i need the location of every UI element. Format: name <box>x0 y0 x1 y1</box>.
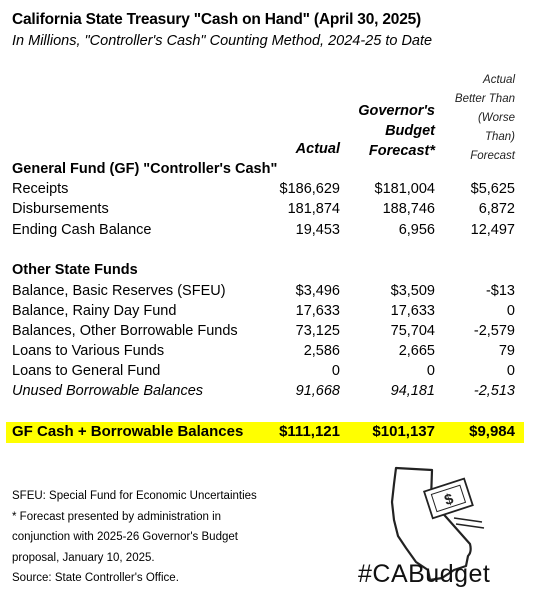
column-header-diff-line5: Forecast <box>470 150 515 162</box>
row-difference-value: -2,579 <box>473 323 515 339</box>
table-row <box>0 222 536 242</box>
row-actual-value: 19,453 <box>295 222 340 238</box>
row-label: Balances, Other Borrowable Funds <box>12 323 238 339</box>
row-label: Loans to General Fund <box>12 363 161 379</box>
total-actual-value: $111,121 <box>279 423 340 440</box>
column-header-governor-forecast <box>340 101 435 161</box>
section-heading-other-funds: Other State Funds <box>12 262 138 278</box>
total-difference-value: $9,984 <box>469 423 515 440</box>
table-row <box>0 323 536 343</box>
row-label: Receipts <box>12 181 69 197</box>
table-row <box>0 283 536 303</box>
row-actual-value: 181,874 <box>287 201 340 217</box>
report-subtitle: In Millions, "Controller's Cash" Counting Method, 2024-25 to Date <box>12 33 433 49</box>
row-label: Ending Cash Balance <box>12 222 152 238</box>
footnote-line: proposal, January 10, 2025. <box>12 551 155 564</box>
row-forecast-value: 94,181 <box>390 383 435 399</box>
row-difference-value: 12,497 <box>470 222 515 238</box>
report-title: California State Treasury "Cash on Hand" (April 30, 2025) <box>12 11 422 28</box>
row-actual-value: 17,633 <box>295 303 340 319</box>
table-row <box>0 181 536 201</box>
column-header-difference <box>440 71 515 166</box>
row-difference-value: 0 <box>506 363 515 379</box>
column-header-diff-line3: (Worse <box>477 112 515 124</box>
row-forecast-value: 17,633 <box>390 303 435 319</box>
row-forecast-value: $181,004 <box>374 181 435 197</box>
row-label: Unused Borrowable Balances <box>12 383 204 399</box>
row-label: Loans to Various Funds <box>12 343 165 359</box>
row-forecast-value: 6,956 <box>398 222 435 238</box>
footnote-line: SFEU: Special Fund for Economic Uncertainties <box>12 490 257 502</box>
dollar-sign-icon: $ <box>442 490 456 510</box>
row-actual-value: $186,629 <box>279 181 340 197</box>
table-row <box>0 303 536 323</box>
column-header-diff-line2: Better Than <box>454 93 515 105</box>
row-difference-value: 79 <box>498 343 515 359</box>
row-forecast-value: $3,509 <box>390 283 435 299</box>
row-forecast-value: 75,704 <box>390 323 435 339</box>
row-label: Balance, Rainy Day Fund <box>12 303 177 319</box>
table-row <box>0 363 536 383</box>
hashtag-branding: #CABudget <box>358 560 491 588</box>
row-actual-value: 0 <box>331 363 340 379</box>
column-header-actual: Actual <box>295 141 340 157</box>
table-row <box>0 343 536 363</box>
table-row <box>0 201 536 221</box>
column-header-diff-line4: Than) <box>484 131 515 143</box>
total-row-highlight <box>6 422 524 443</box>
row-difference-value: 6,872 <box>478 201 515 217</box>
row-label: Balance, Basic Reserves (SFEU) <box>12 283 226 299</box>
row-label: Disbursements <box>12 201 109 217</box>
footnotes <box>12 486 257 589</box>
row-forecast-value: 0 <box>426 363 435 379</box>
row-difference-value: $5,625 <box>470 181 515 197</box>
row-difference-value: 0 <box>506 303 515 319</box>
column-header-governor-line1: Governor's <box>358 103 435 119</box>
column-header-diff-line1: Actual <box>483 74 515 86</box>
row-actual-value: 2,586 <box>303 343 340 359</box>
column-header-governor-line3: Forecast* <box>368 143 435 159</box>
footnote-line: conjunction with 2025-26 Governor's Budget <box>12 531 238 543</box>
row-difference-value: -$13 <box>485 283 515 299</box>
section-heading-general-fund: General Fund (GF) "Controller's Cash" <box>12 161 278 177</box>
row-actual-value: 91,668 <box>295 383 340 399</box>
footnote-line: * Forecast presented by administration in <box>12 510 222 523</box>
table-row-subtotal <box>0 383 536 403</box>
row-actual-value: $3,496 <box>295 283 340 299</box>
row-difference-value: -2,513 <box>473 383 515 399</box>
row-forecast-value: 2,665 <box>398 343 435 359</box>
row-actual-value: 73,125 <box>295 323 340 339</box>
column-header-governor-line2: Budget <box>385 123 435 139</box>
row-forecast-value: 188,746 <box>382 201 435 217</box>
footnote-line: Source: State Controller's Office. <box>12 572 179 584</box>
total-forecast-value: $101,137 <box>372 423 435 440</box>
total-label: GF Cash + Borrowable Balances <box>12 423 244 440</box>
